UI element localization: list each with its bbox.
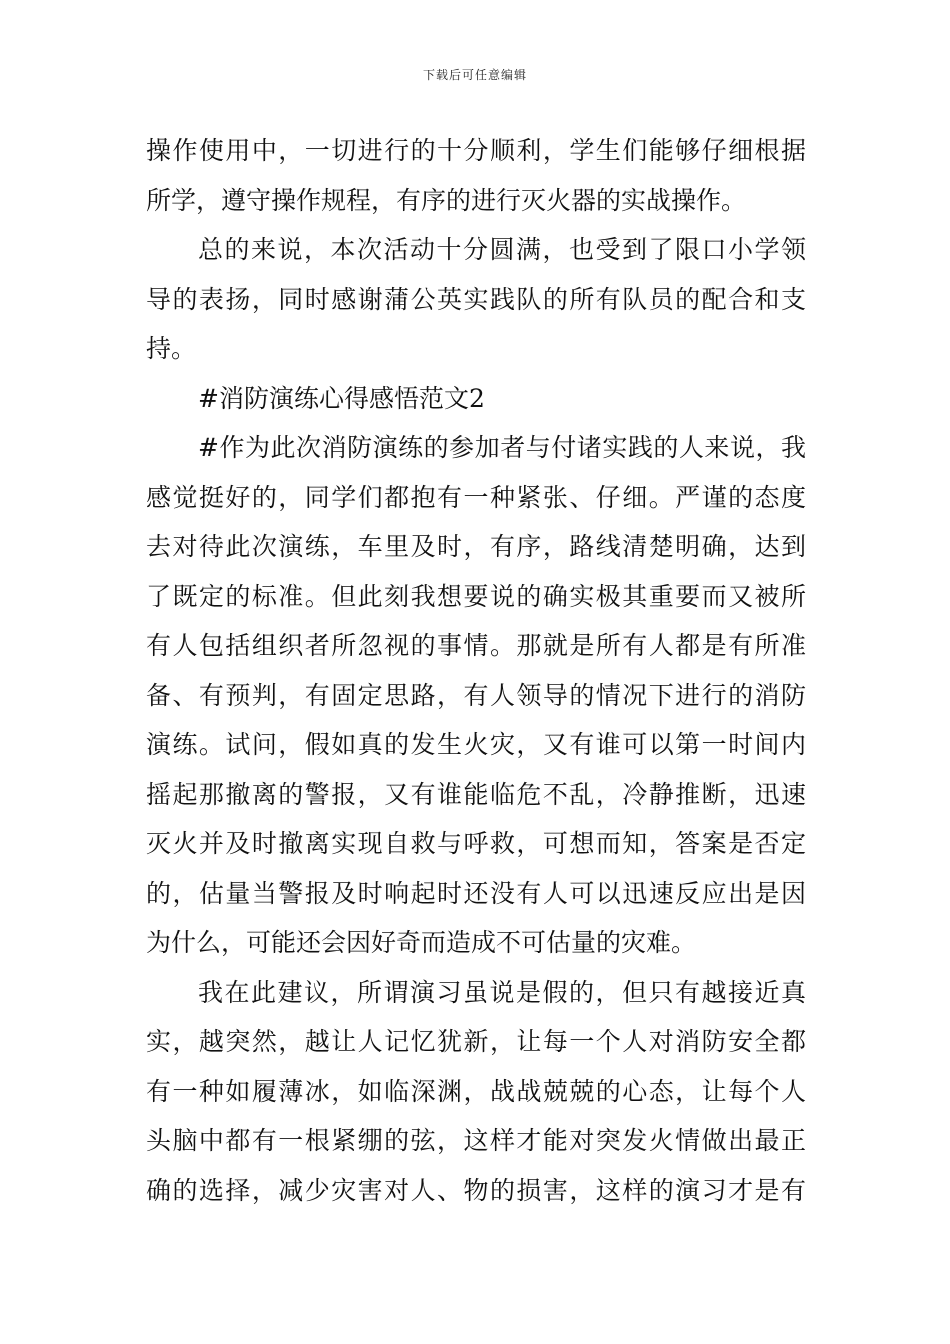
text-line: 备、有预判，有固定思路，有人领导的情况下进行的消防 — [146, 680, 806, 710]
header-note: 下载后可任意编辑 — [422, 68, 527, 82]
text-line: 头脑中都有一根紧绷的弦，这样才能对突发火情做出最正 — [146, 1126, 806, 1155]
text-line: 导的表扬，同时感谢蒲公英实践队的所有队员的配合和支 — [146, 284, 806, 314]
text-line: 有人包括组织者所忽视的事情。那就是所有人都是有所准 — [146, 631, 806, 660]
text-line: 持。 — [146, 334, 197, 363]
text-line: 摇起那撤离的警报，又有谁能临危不乱，冷静推断，迅速 — [146, 779, 806, 809]
text-line: 演练。试问，假如真的发生火灾，又有谁可以第一时间内 — [146, 730, 806, 759]
text-line: 了既定的标准。但此刻我想要说的确实极其重要而又被所 — [146, 581, 806, 611]
text-line: 所学，遵守操作规程，有序的进行灭火器的实战操作。 — [146, 185, 747, 215]
text-line: 的，估量当警报及时响起时还没有人可以迅速反应出是因 — [146, 878, 806, 908]
text-line: 操作使用中，一切进行的十分顺利，学生们能够仔细根据 — [146, 136, 806, 165]
text-line: 我在此建议，所谓演习虽说是假的，但只有越接近真 — [198, 977, 806, 1007]
text-line: 感觉挺好的，同学们都抱有一种紧张、仔细。严谨的态度 — [146, 482, 806, 512]
text-line: #消防演练心得感悟范文2 — [198, 383, 485, 413]
text-line: 总的来说，本次活动十分圆满，也受到了限口小学领 — [198, 235, 806, 264]
text-line: 为什么，可能还会因好奇而造成不可估量的灾难。 — [146, 928, 697, 957]
text-line: #作为此次消防演练的参加者与付诸实践的人来说，我 — [198, 433, 806, 462]
text-line: 确的选择，减少灾害对人、物的损害，这样的演习才是有 — [146, 1175, 806, 1205]
text-line: 去对待此次演练，车里及时，有序，路线清楚明确，达到 — [146, 532, 806, 561]
text-line: 有一种如履薄冰，如临深渊，战战兢兢的心态，让每个人 — [146, 1076, 806, 1106]
text-line: 灭火并及时撤离实现自救与呼救，可想而知，答案是否定 — [146, 829, 806, 858]
text-line: 实，越突然，越让人记忆犹新，让每一个人对消防安全都 — [146, 1027, 806, 1056]
document-body — [146, 126, 806, 1215]
